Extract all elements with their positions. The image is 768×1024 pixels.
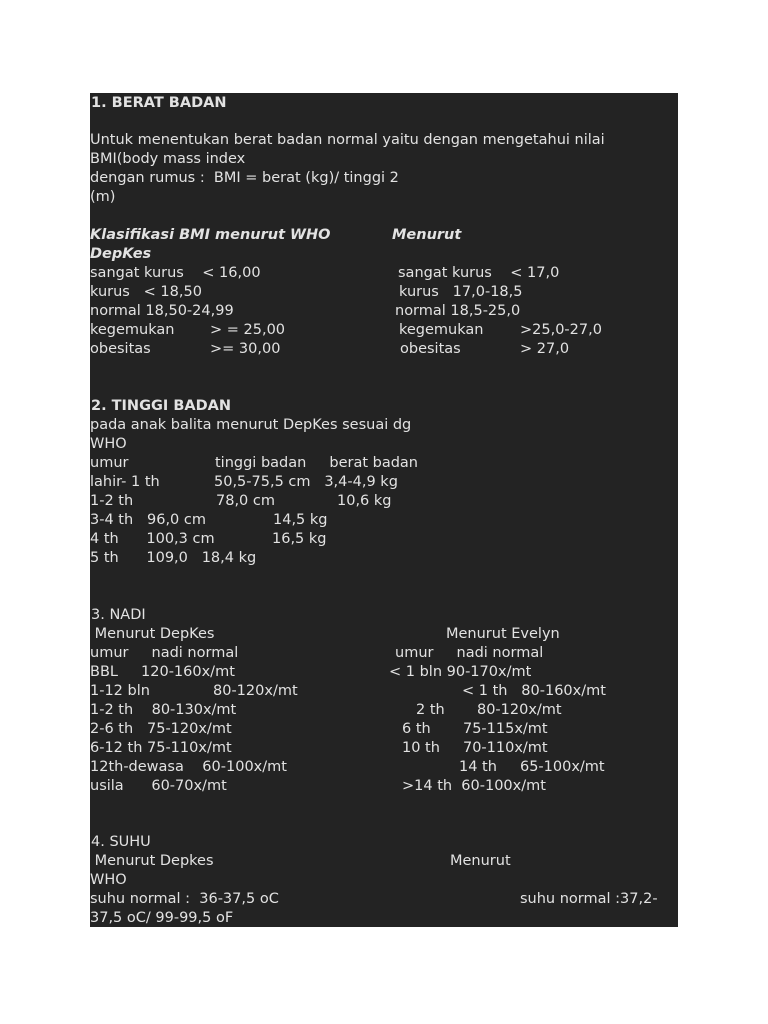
heading-berat-badan: 1. BERAT BADAN [91,95,227,111]
subheading-menurut: Menurut [392,227,462,243]
tb-row-values: 50,5-75,5 cm 3,4-4,9 kg [214,474,398,490]
nadi-depkes-row: usila 60-70x/mt [90,778,227,794]
tb-row: 4 th 100,3 cm [90,531,215,547]
tb-row-weight: 10,6 kg [337,493,392,509]
tb-row: 5 th 109,0 18,4 kg [90,550,257,566]
text-line: BMI(body mass index [90,151,246,167]
nadi-evelyn-row: 6 th 75-115x/mt [402,721,548,737]
text-line: pada anak balita menurut DepKes sesuai dg [90,417,412,433]
bmi-depkes-value: >25,0-27,0 [520,322,602,338]
nadi-depkes-row: 2-6 th 75-120x/mt [90,721,232,737]
bmi-who-row: normal 18,50-24,99 [90,303,234,319]
nadi-depkes-row: umur nadi normal [90,645,239,661]
suhu-depkes-title: Menurut Depkes [90,853,214,869]
tb-row-weight: 16,5 kg [272,531,327,547]
tb-header-values: tinggi badan berat badan [215,455,418,471]
suhu-depkes-normal: suhu normal : 36-37,5 oC [90,891,279,907]
text-line: dengan rumus : BMI = berat (kg)/ tinggi 2 [90,170,399,186]
bmi-who-row: obesitas [90,341,151,357]
nadi-evelyn-row: < 1 th 80-160x/mt [462,683,606,699]
heading-tinggi-badan: 2. TINGGI BADAN [91,398,231,414]
text-line: 37,5 oC/ 99-99,5 oF [90,910,234,926]
nadi-evelyn-row: 2 th 80-120x/mt [416,702,562,718]
suhu-who-normal: suhu normal :37,2- [520,891,658,907]
subheading-depkes: DepKes [90,246,152,262]
bmi-who-row: kurus < 18,50 [90,284,202,300]
nadi-evelyn-row: 14 th 65-100x/mt [459,759,605,775]
nadi-depkes-title: Menurut DepKes [90,626,215,642]
bmi-depkes-row: sangat kurus < 17,0 [398,265,560,281]
text-line: WHO [90,872,127,888]
text-line: (m) [90,189,116,205]
tb-row-height: 78,0 cm [216,493,275,509]
bmi-who-row: sangat kurus < 16,00 [90,265,261,281]
bmi-who-value: > = 25,00 [210,322,286,338]
nadi-depkes-value: 80-120x/mt [213,683,298,699]
bmi-depkes-row: normal 18,5-25,0 [395,303,521,319]
subheading-bmi-who: Klasifikasi BMI menurut WHO [90,227,331,243]
tb-row: 3-4 th 96,0 cm [90,512,206,528]
bmi-depkes-value: > 27,0 [520,341,570,357]
bmi-depkes-row: kegemukan [399,322,484,338]
text-line: Untuk menentukan berat badan normal yaitu dengan mengetahui nilai [90,132,605,148]
tb-row-age: 1-2 th [90,493,134,509]
bmi-depkes-row: kurus 17,0-18,5 [399,284,523,300]
text-line: WHO [90,436,127,452]
nadi-evelyn-row: 10 th 70-110x/mt [402,740,548,756]
nadi-evelyn-row: umur nadi normal [395,645,544,661]
tb-header-umur: umur [90,455,129,471]
bmi-who-value: >= 30,00 [210,341,281,357]
heading-suhu: 4. SUHU [91,834,151,850]
document-page [90,93,678,927]
nadi-depkes-row: BBL 120-160x/mt [90,664,235,680]
nadi-evelyn-row: < 1 bln 90-170x/mt [389,664,532,680]
tb-row-age: lahir- 1 th [90,474,160,490]
nadi-evelyn-row: >14 th 60-100x/mt [402,778,546,794]
bmi-depkes-row: obesitas [400,341,461,357]
nadi-depkes-row: 1-2 th 80-130x/mt [90,702,237,718]
nadi-depkes-row: 6-12 th 75-110x/mt [90,740,232,756]
tb-row-weight: 14,5 kg [273,512,328,528]
heading-nadi: 3. NADI [91,607,146,623]
nadi-evelyn-title: Menurut Evelyn [446,626,560,642]
suhu-menurut-title: Menurut [450,853,511,869]
nadi-depkes-row: 1-12 bln [90,683,150,699]
nadi-depkes-row: 12th-dewasa 60-100x/mt [90,759,287,775]
bmi-who-row: kegemukan [90,322,175,338]
